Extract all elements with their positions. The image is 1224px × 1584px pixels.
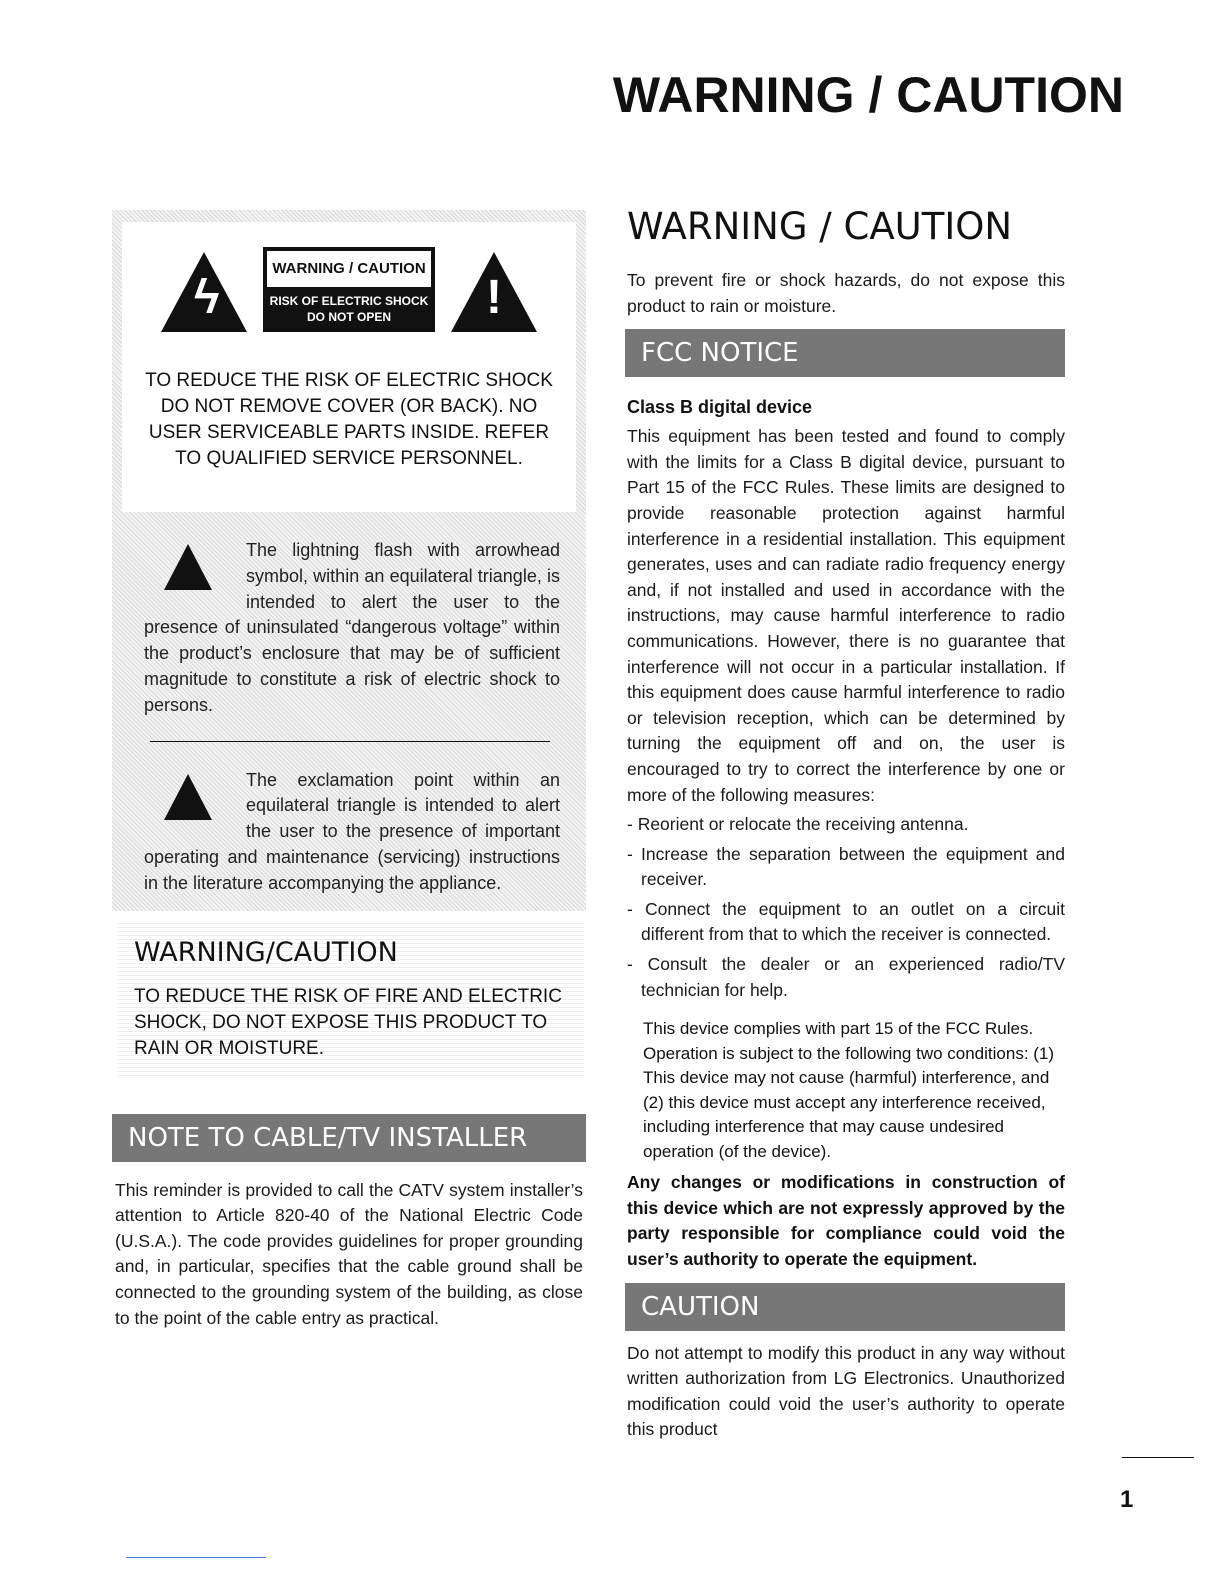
installer-note-heading: NOTE TO CABLE/TV INSTALLER (112, 1114, 586, 1162)
installer-note-text: This reminder is provided to call the CATV system installer’s attention to Article 820-40 of the National Electric Code (U.S.A.). The code provides guidelines for proper grounding and, in particular, specifies that the cable ground shall be connected to the grounding system of the building, as close to the point of the cable entry as practical. (115, 1179, 583, 1328)
fcc-compliance-text: This device complies with part 15 of the FCC Rules. Operation is subject to the following two conditions: (1) This device may not cause (harmful) interference, and (2) this device must accept any interference received, including interference that may cause undesired operation (of the device). (643, 1019, 1055, 1161)
lightning-triangle-icon (164, 544, 212, 590)
warning-label-subtitle (265, 289, 433, 325)
divider (150, 741, 550, 742)
warning-label (263, 247, 435, 332)
lightning-symbol-section (144, 538, 560, 719)
warning-caution-box (118, 921, 584, 1076)
exclamation-triangle-icon (451, 252, 537, 332)
lightning-triangle-icon (161, 252, 247, 332)
footer-rule (126, 1557, 266, 1558)
right-column (625, 205, 1065, 1443)
page-number-rule (1122, 1457, 1194, 1458)
left-column (112, 210, 586, 1331)
fcc-notice-heading: FCC NOTICE (625, 329, 1065, 377)
warning-caution-title: WARNING/CAUTION (134, 936, 398, 968)
lightning-symbol-text: The lightning flash with arrowhead symbol, within an equilateral triangle, is intended to alert the user to the presence of uninsulated “dangerous voltage” within the product’s enclosure that may be of sufficient magnitude to constitute a risk of electric shock to persons. (144, 540, 560, 715)
label-line: DO NOT OPEN (306, 310, 391, 324)
list-item: - Increase the separation between the equipment and receiver. (627, 843, 1065, 890)
bolt-glyph: ϟ (194, 271, 220, 324)
warning-icon-row (122, 248, 576, 332)
exclamation-triangle-icon (164, 774, 212, 820)
page-number: 1 (1120, 1486, 1134, 1513)
caution-text: Do not attempt to modify this product in any way without written authorization from LG Electronics. Unauthorized modification could void the user’s authority to operate this product (627, 1342, 1065, 1440)
label-line: RISK OF ELECTRIC SHOCK (269, 294, 429, 308)
caution-heading: CAUTION (625, 1283, 1065, 1331)
list-item: - Consult the dealer or an experienced radio/TV technician for help. (627, 954, 1065, 1000)
warning-label-title: WARNING / CAUTION (267, 251, 431, 287)
intro-text: To prevent fire or shock hazards, do not expose this product to rain or moisture. (627, 270, 1065, 316)
modifications-warning: Any changes or modifications in construction of this device which are not expressly approved by the party responsible for compliance could void the user’s authority to operate the equipment. (627, 1172, 1065, 1270)
exclamation-symbol-text: The exclamation point within an equilateral triangle is intended to alert the user to the presence of important operating and maintenance (servicing) instructions in the literature accompanying the appliance. (144, 769, 560, 893)
fcc-body (625, 424, 1065, 1003)
shock-warning-text: TO REDUCE THE RISK OF ELECTRIC SHOCK DO NOT REMOVE COVER (OR BACK). NO USER SERVICEABLE PARTS INSIDE. REFER TO QUALIFIED SERVICE PERSONNEL. (145, 370, 553, 469)
section-title: WARNING / CAUTION (627, 205, 1013, 248)
exclamation-symbol-section (144, 768, 560, 897)
list-item: - Reorient or relocate the receiving antenna. (627, 814, 969, 835)
fcc-paragraph: This equipment has been tested and found to comply with the limits for a Class B digital device, pursuant to Part 15 of the FCC Rules. These limits are designed to provide reasonable protection against harmful interference in a residential installation. This equipment generates, uses and can radiate radio frequency energy and, if not installed and used in accordance with the instructions, may cause harmful interference to radio communications. However, there is no guarantee that interference will not occur in a particular installation. If this equipment does cause harmful interference to radio or television reception, which can be determined by turning the equipment off and on, the user is encouraged to try to correct the interference by one or more of the following measures: (627, 426, 1065, 805)
list-item: - Connect the equipment to an outlet on a circuit different from that to which the receiver is connected. (627, 898, 1065, 945)
warning-box (112, 210, 586, 911)
class-b-subtitle: Class B digital device (627, 397, 813, 418)
warning-label-panel (122, 222, 576, 512)
warning-caution-text: TO REDUCE THE RISK OF FIRE AND ELECTRIC SHOCK, DO NOT EXPOSE THIS PRODUCT TO RAIN OR MOISTURE. (134, 985, 562, 1059)
exclamation-glyph: ! (486, 271, 502, 324)
page-header-title: WARNING / CAUTION (612, 67, 1124, 123)
